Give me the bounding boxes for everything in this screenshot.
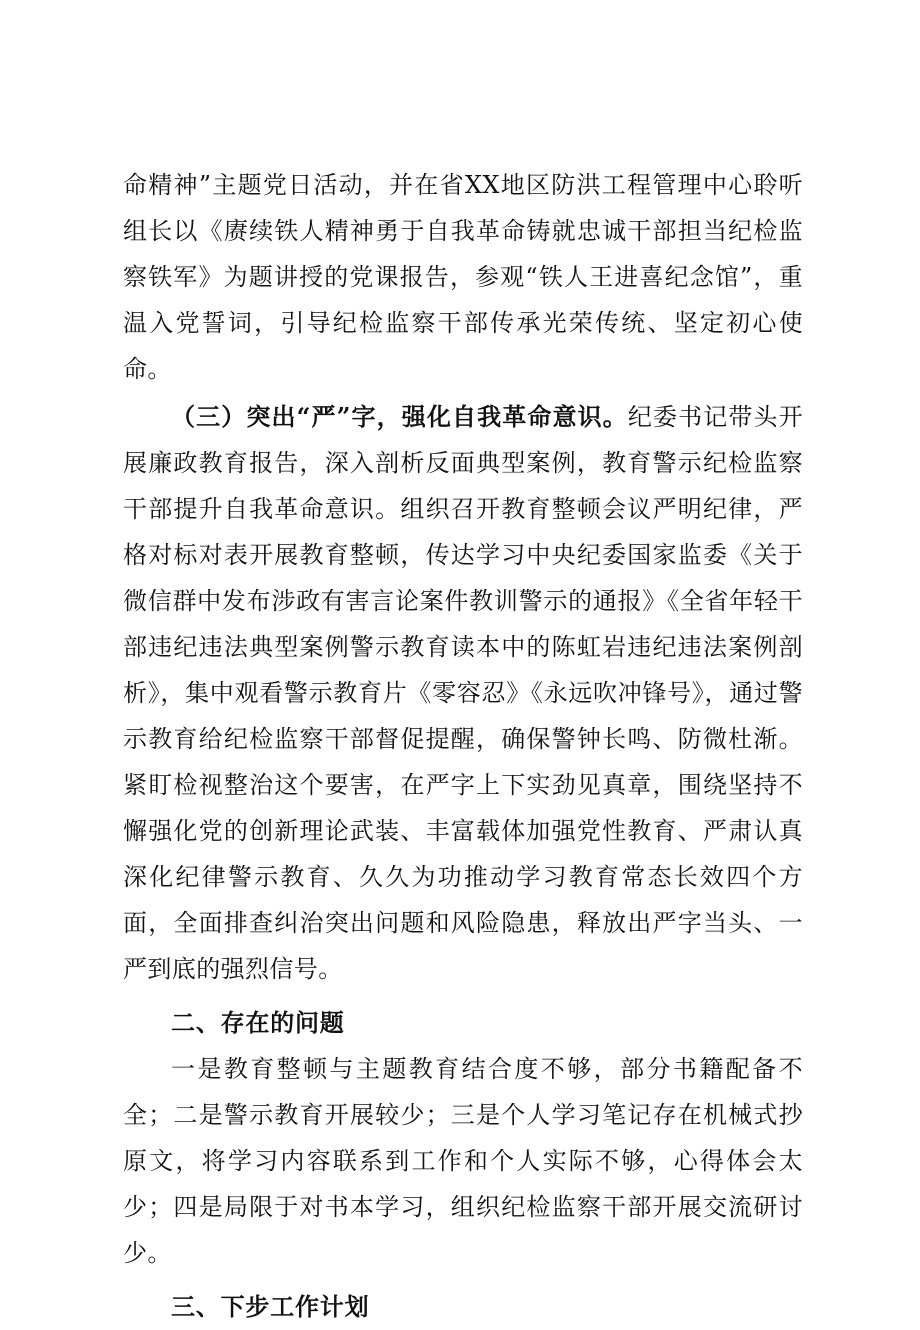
section-three-body: 纪委书记带头开展廉政教育报告，深入剖析反面典型案例，教育警示纪检监察干部提升自我革命意识。组织召开教育整顿会议严明纪律，严格对标对表开展教育整顿，传达学习中央纪委国家监委《关于微信群中发布涉政有害言论案件教训警示的通报》《全省年轻干部违纪违法典型案例警示教育读本中的陈虹岩违纪违法案例剖析》，集中观看警示教育片《零容忍》《永远吹冲锋号》，通过警示教育给纪检监察干部督促提醒，确保警钟长鸣、防微杜渐。紧盯检视整治这个要害，在严字上下实劲见真章，围绕坚持不懈强化党的创新理论武装、丰富载体加强党性教育、严肃认真深化纪律警示教育、久久为功推动学习教育常态长效四个方面，全面排查纠治突出问题和风险隐患，释放出严字当头、一严到底的强烈信号。	[123, 403, 803, 983]
spacer	[123, 1276, 803, 1284]
heading-next-steps: 三、下步工作计划	[171, 1292, 370, 1321]
heading-problems: 二、存在的问题	[171, 1008, 345, 1037]
paragraph-problems: 一是教育整顿与主题教育结合度不够，部分书籍配备不全；二是警示教育开展较少；三是个人学习笔记存在机械式抄原文，将学习内容联系到工作和个人实际不够，心得体会太少；四是局限于对书本学习，组织纪检监察干部开展交流研讨少。	[123, 1055, 803, 1267]
section-three-heading: （三）突出“严”字，强化自我革命意识。	[171, 402, 628, 431]
spacer	[123, 992, 803, 1000]
paragraph-continuation: 命精神”主题党日活动，并在省XX地区防洪工程管理中心聆听组长以《赓续铁人精神勇于自我革命铸就忠诚干部担当纪检监察铁军》为题讲授的党课报告，参观“铁人王进喜纪念馆”，重温入党誓词，引导纪检监察干部传承光荣传统、坚定初心使命。	[123, 171, 803, 383]
paragraph-section-three	[123, 394, 803, 992]
document-body	[123, 162, 803, 1330]
